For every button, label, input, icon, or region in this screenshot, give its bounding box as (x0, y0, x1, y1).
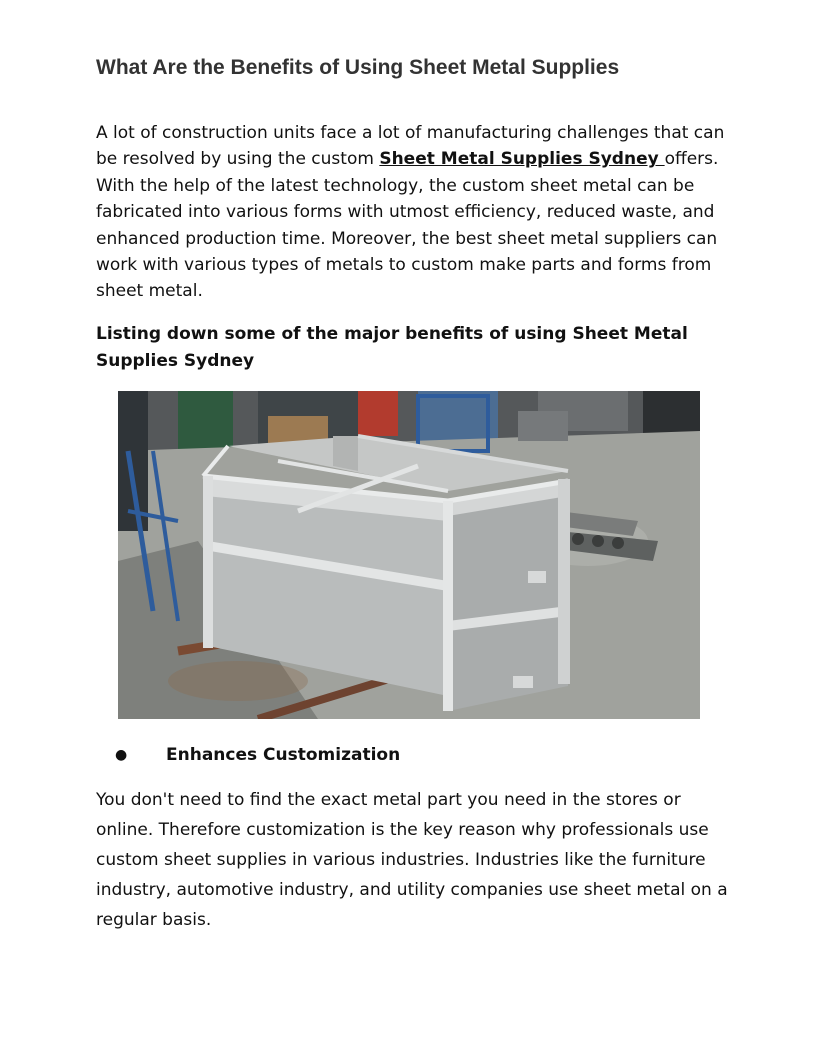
customization-paragraph: You don't need to find the exact metal part you need in the stores or online. Therefore customization is the key reason why professionals use custom sheet supplies in various industries. Industries like the furniture industry, automotive industry, and utility companies use sheet metal on a regular basis. (96, 790, 728, 930)
bullet-item (96, 741, 736, 769)
intro-text-before-link: A lot of construction units face a lot of manufacturing challenges that can be resolved by using the custom (96, 123, 725, 170)
bullet-marker: ● (115, 747, 128, 763)
bullet-label: Enhances Customization (166, 745, 401, 765)
section-subheading: Listing down some of the major benefits of using Sheet Metal Supplies Sydney (96, 324, 688, 371)
page-title: What Are the Benefits of Using Sheet Metal Supplies (96, 56, 620, 79)
intro-paragraph (96, 120, 736, 305)
sheet-metal-frame-photo (118, 391, 700, 719)
workshop-photo-illustration (118, 391, 700, 719)
intro-text-after-link: offers. With the help of the latest technology, the custom sheet metal can be fabricated into various forms with utmost efficiency, reduced waste, and enhanced production time. Moreover, the best sheet metal suppliers can work with various types of metals to custom make parts and forms from sheet metal. (96, 149, 719, 302)
sheet-metal-supplies-link[interactable]: Sheet Metal Supplies Sydney (379, 149, 665, 170)
